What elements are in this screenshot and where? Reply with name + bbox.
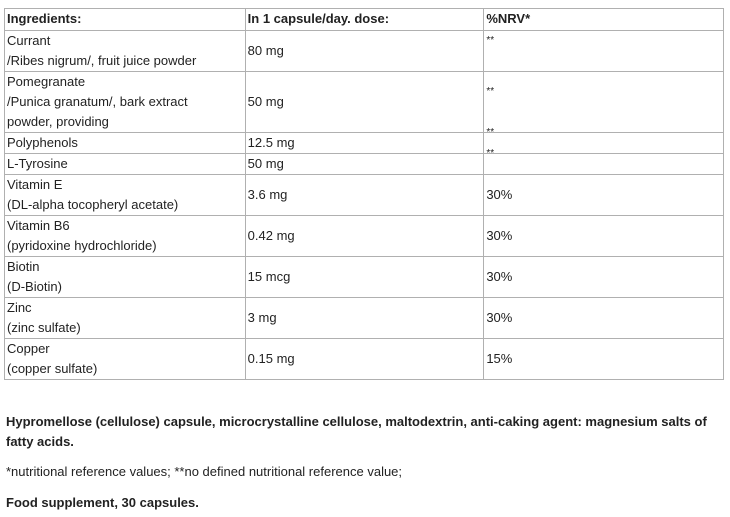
ingredient-line: (copper sulfate)	[7, 361, 98, 376]
ingredient-line: (pyridoxine hydrochloride)	[7, 238, 157, 253]
header-nrv: %NRV*	[484, 9, 724, 31]
ingredient-line: /Punica granatum/, bark extract	[7, 94, 188, 109]
dose-cell: 0.15 mg	[245, 339, 484, 380]
ingredient-line: powder, providing	[7, 114, 109, 129]
table-row	[5, 31, 724, 72]
ingredients-table	[4, 8, 724, 380]
product-description: Food supplement, 30 capsules.	[6, 495, 199, 510]
header-dose: In 1 capsule/day. dose:	[245, 9, 484, 31]
nrv-cell	[484, 31, 724, 72]
nrv-marker: **	[486, 148, 495, 159]
dose-cell: 50 mg	[245, 154, 484, 175]
ingredient-line: Vitamin E	[7, 177, 63, 192]
dose-cell: 0.42 mg	[245, 216, 484, 257]
dose-cell: 15 mcg	[245, 257, 484, 298]
table-row	[5, 216, 724, 257]
ingredient-line: Currant	[7, 33, 51, 48]
nrv-cell: 30%	[484, 298, 724, 339]
ingredient-cell	[5, 257, 246, 298]
table-row	[5, 339, 724, 380]
ingredient-cell	[5, 216, 246, 257]
ingredient-cell	[5, 154, 246, 175]
table-row	[5, 257, 724, 298]
ingredient-line: (DL-alpha tocopheryl acetate)	[7, 197, 179, 212]
ingredient-line: (zinc sulfate)	[7, 320, 81, 335]
nrv-cell	[484, 148, 724, 175]
header-ingredients: Ingredients:	[5, 9, 246, 31]
table-row	[5, 154, 724, 175]
ingredient-line: Pomegranate	[7, 74, 86, 89]
ingredient-line: /Ribes nigrum/, fruit juice powder	[7, 53, 197, 68]
table-row	[5, 298, 724, 339]
dose-cell: 12.5 mg	[245, 133, 484, 154]
nrv-cell	[484, 127, 724, 154]
ingredient-line: (D-Biotin)	[7, 279, 62, 294]
ingredient-cell	[5, 133, 246, 154]
ingredient-line: Vitamin B6	[7, 218, 70, 233]
table-row	[5, 72, 724, 133]
nrv-cell: 30%	[484, 175, 724, 216]
ingredient-line: Copper	[7, 341, 50, 356]
ingredient-line: Biotin	[7, 259, 40, 274]
nrv-cell	[484, 72, 724, 133]
dose-cell: 50 mg	[245, 72, 484, 133]
ingredient-cell	[5, 339, 246, 380]
ingredient-cell	[5, 31, 246, 72]
nrv-cell: 15%	[484, 339, 724, 380]
ingredient-cell	[5, 72, 246, 133]
ingredient-line: Polyphenols	[7, 135, 78, 150]
ingredient-line: Zinc	[7, 300, 32, 315]
nrv-cell: 30%	[484, 257, 724, 298]
table-header-row	[5, 9, 724, 31]
nrv-marker: **	[486, 127, 495, 138]
nrv-cell: 30%	[484, 216, 724, 257]
excipients-text: Hypromellose (cellulose) capsule, microcrystalline cellulose, maltodextrin, anti-caking agent: magnesium salts of fatty acids.	[6, 414, 707, 449]
nrv-marker: **	[486, 86, 495, 97]
nrv-marker: **	[486, 35, 495, 46]
table-row	[5, 175, 724, 216]
nrv-footnote: *nutritional reference values; **no defined nutritional reference value;	[6, 464, 403, 479]
ingredient-line: L-Tyrosine	[7, 156, 68, 171]
dose-cell: 3.6 mg	[245, 175, 484, 216]
table-row	[5, 133, 724, 154]
dose-cell: 3 mg	[245, 298, 484, 339]
ingredient-cell	[5, 175, 246, 216]
dose-cell: 80 mg	[245, 31, 484, 72]
ingredient-cell	[5, 298, 246, 339]
